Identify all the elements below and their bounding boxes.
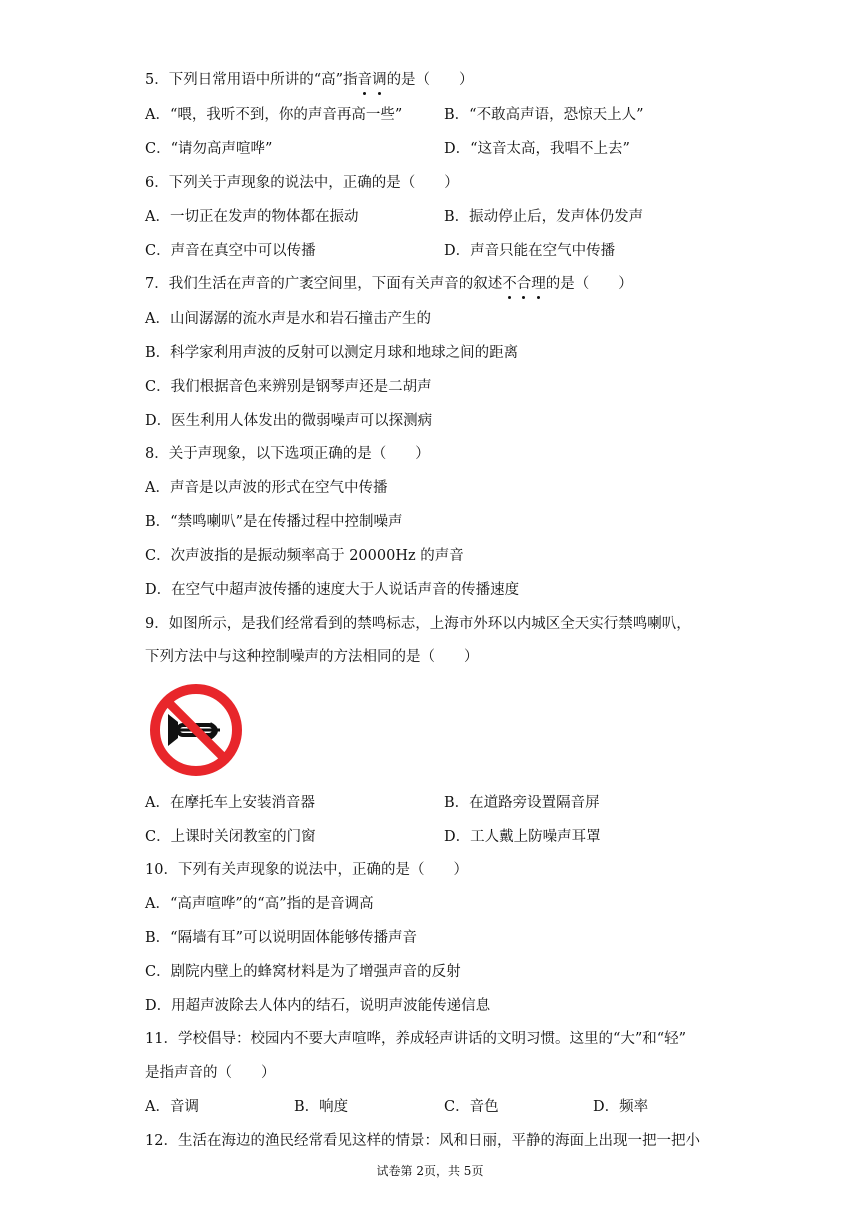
q5-option-d[interactable]: D．“这音太高，我唱不上去” bbox=[444, 141, 630, 157]
q6-option-c[interactable]: C．声音在真空中可以传播 bbox=[145, 243, 316, 259]
emphasis-char: 调 bbox=[372, 72, 387, 88]
q10-option-c[interactable]: C．剧院内壁上的蜂窝材料是为了增强声音的反射 bbox=[145, 964, 461, 980]
no-horn-sign-icon bbox=[148, 682, 244, 778]
q10-option-a[interactable]: A．“高声喧哗”的“高”指的是音调高 bbox=[145, 896, 374, 912]
q8-option-c[interactable]: C．次声波指的是振动频率高于 20000Hz 的声音 bbox=[145, 548, 464, 564]
q11-stem-line1: 11．学校倡导：校园内不要大声喧哗，养成轻声讲话的文明习惯。这里的“大”和“轻” bbox=[145, 1031, 687, 1047]
q5-option-a[interactable]: A．“喂，我听不到，你的声音再高一些” bbox=[145, 107, 403, 123]
emphasis-char: 合 bbox=[516, 276, 532, 292]
q11-stem-line2: 是指声音的（ ） bbox=[145, 1065, 276, 1081]
q5-stem: 5．下列日常用语中所讲的“高”指音调的是（ ） bbox=[145, 72, 474, 88]
q6-option-a[interactable]: A．一切正在发声的物体都在振动 bbox=[145, 209, 359, 225]
q10-option-b[interactable]: B．“隔墙有耳”可以说明固体能够传播声音 bbox=[145, 930, 417, 946]
emphasis-char: 理 bbox=[531, 276, 546, 292]
q6-option-d[interactable]: D．声音只能在空气中传播 bbox=[444, 243, 616, 259]
q9-stem-line1: 9．如图所示，是我们经常看到的禁鸣标志，上海市外环以内城区全天实行禁鸣喇叭， bbox=[145, 616, 691, 632]
q7-option-d[interactable]: D．医生利用人体发出的微弱噪声可以探测病 bbox=[145, 413, 433, 429]
q7-option-a[interactable]: A．山间潺潺的流水声是水和岩石撞击产生的 bbox=[145, 311, 431, 327]
q10-stem: 10．下列有关声现象的说法中，正确的是（ ） bbox=[145, 862, 468, 878]
q11-option-b[interactable]: B．响度 bbox=[294, 1099, 349, 1115]
q7-stem: 7．我们生活在声音的广袤空间里，下面有关声音的叙述不合理的是（ ） bbox=[145, 276, 633, 292]
q7-option-b[interactable]: B．科学家利用声波的反射可以测定月球和地球之间的距离 bbox=[145, 345, 519, 361]
q8-option-a[interactable]: A．声音是以声波的形式在空气中传播 bbox=[145, 480, 388, 496]
q9-option-a[interactable]: A．在摩托车上安装消音器 bbox=[145, 795, 315, 811]
q5-option-b[interactable]: B．“不敢高声语，恐惊天上人” bbox=[444, 107, 644, 123]
q12-stem-line1: 12．生活在海边的渔民经常看见这样的情景：风和日丽，平静的海面上出现一把一把小 bbox=[145, 1133, 700, 1149]
q11-option-c[interactable]: C．音色 bbox=[444, 1099, 499, 1115]
q8-stem: 8．关于声现象，以下选项正确的是（ ） bbox=[145, 446, 430, 462]
q8-option-d[interactable]: D．在空气中超声波传播的速度大于人说话声音的传播速度 bbox=[145, 582, 520, 598]
q9-option-d[interactable]: D．工人戴上防噪声耳罩 bbox=[444, 829, 601, 845]
q5-option-c[interactable]: C．“请勿高声喧哗” bbox=[145, 141, 273, 157]
q10-option-d[interactable]: D．用超声波除去人体内的结石，说明声波能传递信息 bbox=[145, 998, 491, 1014]
q9-stem-line2: 下列方法中与这种控制噪声的方法相同的是（ ） bbox=[145, 649, 479, 665]
q11-option-d[interactable]: D．频率 bbox=[593, 1099, 649, 1115]
q11-option-a[interactable]: A．音调 bbox=[145, 1099, 199, 1115]
q9-option-b[interactable]: B．在道路旁设置隔音屏 bbox=[444, 795, 600, 811]
q6-option-b[interactable]: B．振动停止后，发声体仍发声 bbox=[444, 209, 644, 225]
q8-option-b[interactable]: B．“禁鸣喇叭”是在传播过程中控制噪声 bbox=[145, 514, 403, 530]
q7-option-c[interactable]: C．我们根据音色来辨别是钢琴声还是二胡声 bbox=[145, 379, 432, 395]
q6-stem: 6．下列关于声现象的说法中，正确的是（ ） bbox=[145, 175, 459, 191]
emphasis-char: 音 bbox=[357, 72, 373, 88]
page-footer: 试卷第 2页，共 5页 bbox=[376, 1164, 484, 1178]
emphasis-char: 不 bbox=[502, 276, 517, 292]
q9-option-c[interactable]: C．上课时关闭教室的门窗 bbox=[145, 829, 316, 845]
